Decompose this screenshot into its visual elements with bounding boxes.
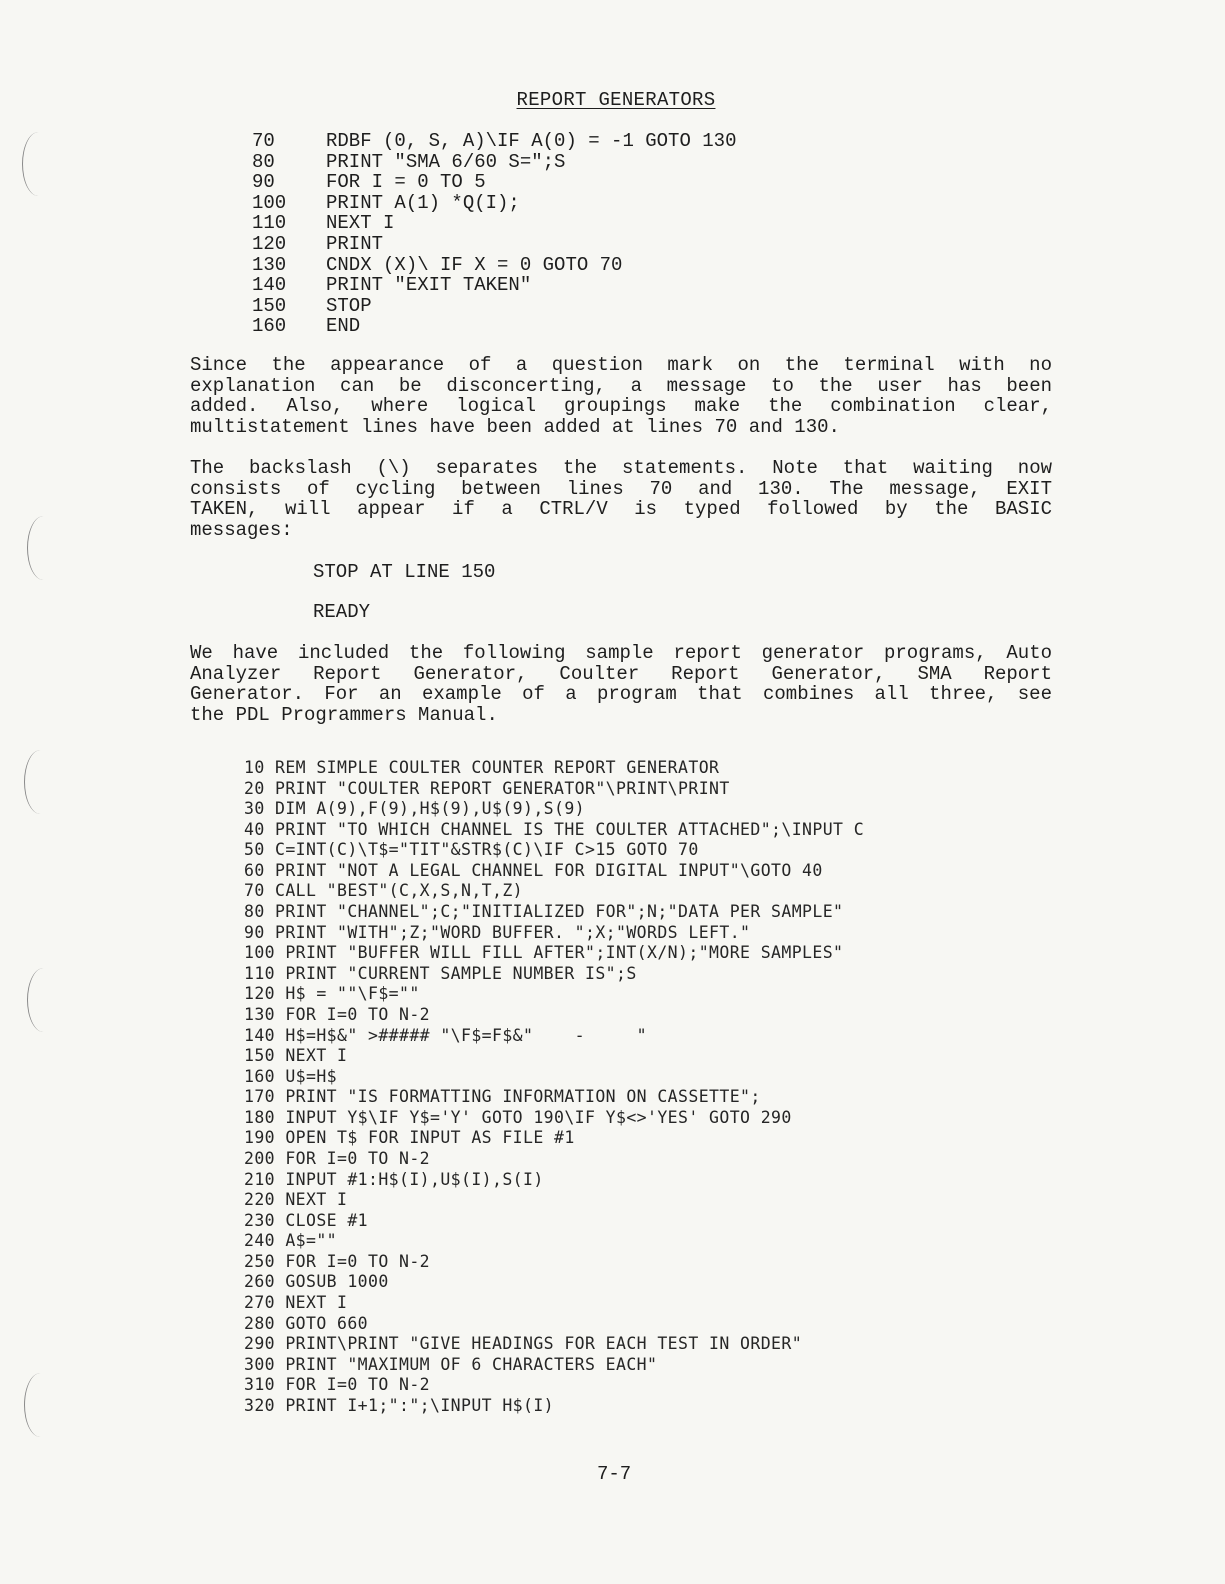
code-line: 200 FOR I=0 TO N-2: [244, 1148, 431, 1168]
margin-bracket-mark: [24, 1373, 57, 1437]
code-line: 270 NEXT I: [244, 1293, 348, 1313]
line-number: 160: [252, 315, 287, 338]
message-ready: READY: [313, 601, 371, 623]
code-line: 300 PRINT "MAXIMUM OF 6 CHARACTERS EACH": [244, 1354, 658, 1374]
line-number: 90: [252, 171, 275, 194]
code-line: 280 GOTO 660: [244, 1313, 369, 1333]
code-line: [252, 172, 736, 193]
code-line: [252, 234, 736, 255]
line-number: 130: [252, 253, 287, 276]
code-line: [252, 152, 736, 173]
statement: RDBF (0, S, A)\IF A(0) = -1 GOTO 130: [326, 130, 737, 152]
statement: PRINT "EXIT TAKEN": [326, 274, 532, 297]
statement: FOR I = 0 TO 5: [326, 171, 486, 194]
paragraph-line: explanation can be disconcerting, a message to the user has been: [190, 374, 1052, 397]
code-line: 50 C=INT(C)\T$="TIT"&STR$(C)\IF C>15 GOTO 70: [244, 840, 699, 860]
code-line: [252, 193, 736, 214]
line-number: 110: [252, 212, 287, 235]
code-line: 80 PRINT "CHANNEL";C;"INITIALIZED FOR";N;"DATA PER SAMPLE": [244, 902, 844, 922]
code-line: [252, 316, 736, 337]
paragraph-line: the PDL Programmers Manual.: [190, 703, 498, 726]
paragraph-backslash: [190, 458, 1052, 540]
code-line: 30 DIM A(9),F(9),H$(9),U$(9),S(9): [244, 799, 586, 819]
code-line: 230 CLOSE #1: [244, 1210, 369, 1230]
margin-bracket-mark: [24, 750, 57, 814]
code-line: 90 PRINT "WITH";Z;"WORD BUFFER. ";X;"WORDS LEFT.": [244, 922, 751, 942]
statement: PRINT A(1) *Q(I);: [326, 191, 520, 214]
paragraph-line: messages:: [190, 518, 293, 541]
code-line: 190 OPEN T$ FOR INPUT AS FILE #1: [244, 1128, 575, 1148]
code-line: 210 INPUT #1:H$(I),U$(I),S(I): [244, 1169, 544, 1189]
code-line: 10 REM SIMPLE COULTER COUNTER REPORT GENERATOR: [244, 758, 720, 777]
page-title: REPORT GENERATORS: [516, 89, 716, 111]
code-listing-coulter: [244, 758, 864, 1417]
code-line: 310 FOR I=0 TO N-2: [244, 1375, 431, 1395]
code-line: 290 PRINT\PRINT "GIVE HEADINGS FOR EACH TEST IN ORDER": [244, 1334, 803, 1354]
code-line: 140 H$=H$&" >##### "\F$=F$&" - ": [244, 1025, 648, 1045]
margin-bracket-mark: [27, 516, 60, 580]
line-number: 100: [252, 191, 287, 214]
margin-bracket-mark: [22, 132, 55, 196]
statement: PRINT: [326, 232, 384, 255]
code-line: 40 PRINT "TO WHICH CHANNEL IS THE COULTER ATTACHED";\INPUT C: [244, 819, 865, 839]
paragraph-line: Since the appearance of a question mark on the terminal with no: [190, 354, 1052, 376]
paragraph-line: TAKEN, will appear if a CTRL/V is typed followed by the BASIC: [190, 498, 1052, 521]
code-listing-sma: [252, 131, 736, 337]
line-number: 150: [252, 294, 287, 317]
code-line: 250 FOR I=0 TO N-2: [244, 1251, 431, 1271]
paragraph-line: The backslash (\) separates the statements. Note that waiting now: [190, 457, 1052, 479]
code-line: 120 H$ = ""\F$="": [244, 984, 420, 1004]
page-header: [0, 89, 1225, 111]
code-line: [252, 255, 736, 276]
code-line: [252, 131, 736, 152]
page-number: 7-7: [597, 1463, 632, 1485]
code-line: 60 PRINT "NOT A LEGAL CHANNEL FOR DIGITAL INPUT"\GOTO 40: [244, 860, 823, 880]
message-stop: STOP AT LINE 150: [313, 561, 496, 583]
code-line: [252, 213, 736, 234]
statement: STOP: [326, 294, 372, 317]
statement: PRINT "SMA 6/60 S=";S: [326, 150, 566, 173]
line-number: 70: [252, 130, 275, 152]
paragraph-line: Analyzer Report Generator, Coulter Report Generator, SMA Report: [190, 662, 1052, 685]
paragraph-line: consists of cycling between lines 70 and 130. The message, EXIT: [190, 477, 1052, 500]
paragraph-line: We have included the following sample report generator programs, Auto: [190, 642, 1052, 664]
paragraph-line: multistatement lines have been added at lines 70 and 130.: [190, 415, 840, 438]
statement: CNDX (X)\ IF X = 0 GOTO 70: [326, 253, 623, 276]
code-line: 260 GOSUB 1000: [244, 1272, 389, 1292]
statement: END: [326, 315, 361, 338]
line-number: 140: [252, 274, 287, 297]
paragraph-line: Generator. For an example of a program that combines all three, see: [190, 683, 1052, 706]
paragraph-line: added. Also, where logical groupings make the combination clear,: [190, 395, 1052, 418]
code-line: 70 CALL "BEST"(C,X,S,N,T,Z): [244, 881, 524, 901]
line-number: 120: [252, 232, 287, 255]
code-line: 320 PRINT I+1;":";\INPUT H$(I): [244, 1395, 555, 1415]
paragraph-question-mark: [190, 355, 1052, 437]
line-number: 80: [252, 150, 275, 173]
margin-bracket-mark: [27, 968, 60, 1032]
code-line: 20 PRINT "COULTER REPORT GENERATOR"\PRINT\PRINT: [244, 778, 730, 798]
code-line: 110 PRINT "CURRENT SAMPLE NUMBER IS";S: [244, 963, 637, 983]
code-line: 160 U$=H$: [244, 1066, 338, 1086]
code-line: 100 PRINT "BUFFER WILL FILL AFTER";INT(X/N);"MORE SAMPLES": [244, 943, 844, 963]
code-line: 220 NEXT I: [244, 1190, 348, 1210]
code-line: 180 INPUT Y$\IF Y$='Y' GOTO 190\IF Y$<>'YES' GOTO 290: [244, 1107, 792, 1127]
code-line: [252, 296, 736, 317]
code-line: 170 PRINT "IS FORMATTING INFORMATION ON CASSETTE";: [244, 1087, 761, 1107]
statement: NEXT I: [326, 212, 395, 235]
paragraph-sample-programs: [190, 643, 1052, 725]
code-line: [252, 275, 736, 296]
code-line: 150 NEXT I: [244, 1046, 348, 1066]
code-line: 130 FOR I=0 TO N-2: [244, 1004, 431, 1024]
code-line: 240 A$="": [244, 1231, 338, 1251]
